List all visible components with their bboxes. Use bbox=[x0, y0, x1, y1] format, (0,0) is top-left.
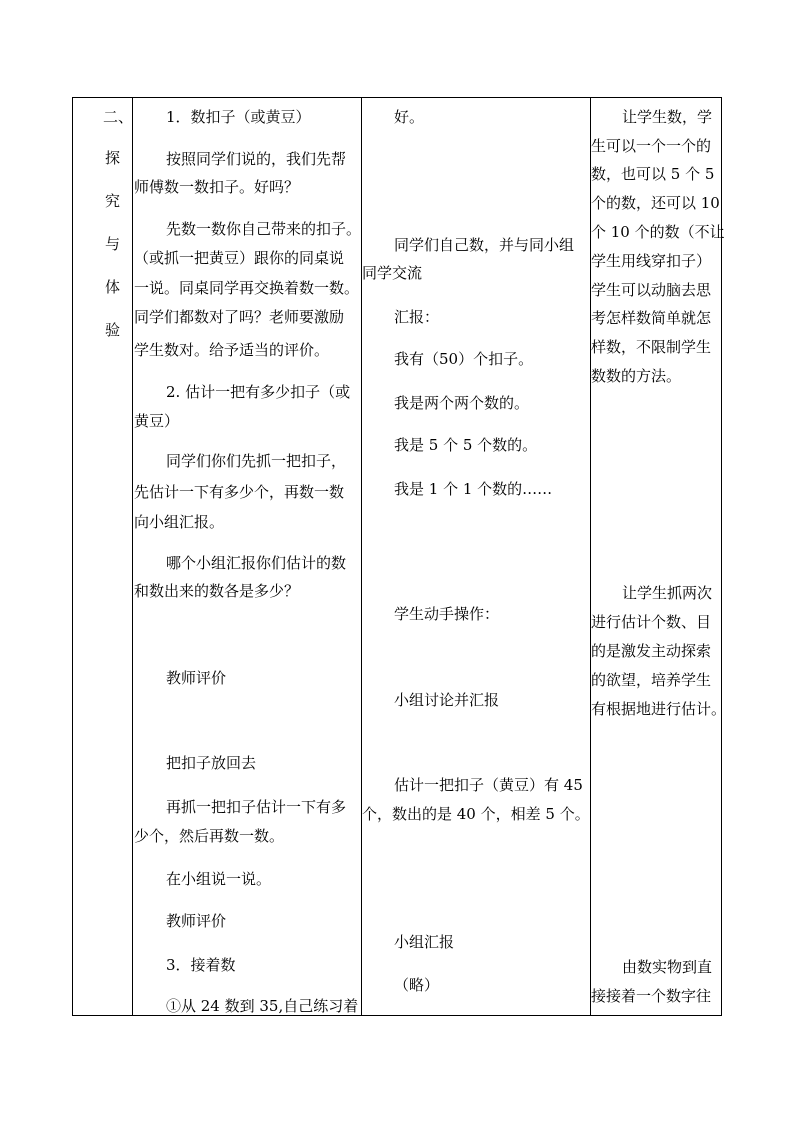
text-line: 数，也可以 5 个 5 bbox=[591, 165, 715, 183]
section-title-char: 与 bbox=[105, 235, 121, 253]
text-line: 先数一数你自己带来的扣子。 bbox=[166, 220, 362, 238]
text-line: 在小组说一说。 bbox=[166, 870, 272, 888]
text-line: 1．数扣子（或黄豆） bbox=[166, 108, 311, 126]
text-line: ①从 24 数到 35,自己练习着 bbox=[166, 997, 359, 1015]
text-line: 的是激发主动探索 bbox=[591, 642, 712, 660]
text-line: 先估计一下有多少个，再数一数 bbox=[134, 483, 345, 501]
text-line: 估计一把扣子（黄豆）有 45 bbox=[394, 776, 583, 794]
text-line: （略） bbox=[394, 976, 440, 994]
text-line: 学生动手操作： bbox=[394, 605, 500, 623]
text-line: 学生用线穿扣子） bbox=[591, 252, 712, 270]
column-divider bbox=[132, 98, 133, 1015]
text-line: 师傅数一数扣子。好吗？ bbox=[134, 178, 300, 196]
text-line: 一说。同桌同学再交换着数一数。 bbox=[134, 279, 360, 297]
text-line: 教师评价 bbox=[166, 669, 227, 687]
text-line: 进行估计个数、目 bbox=[591, 613, 712, 631]
section-title-char: 验 bbox=[105, 321, 121, 339]
text-line: 生可以一个一个的 bbox=[591, 137, 712, 155]
text-line: 同学交流 bbox=[362, 264, 423, 282]
text-line: 教师评价 bbox=[166, 912, 227, 930]
section-title-char: 体 bbox=[105, 278, 121, 296]
lesson-plan-table bbox=[72, 97, 727, 1016]
text-line: 向小组汇报。 bbox=[134, 513, 225, 531]
text-line: 小组汇报 bbox=[394, 933, 455, 951]
section-title-char: 究 bbox=[105, 192, 121, 210]
text-line: 个 10 个的数（不让 bbox=[591, 223, 725, 241]
text-line: 我是 5 个 5 个数的。 bbox=[394, 436, 538, 454]
text-line: 让学生数，学 bbox=[622, 108, 713, 126]
text-line: 的欲望，培养学生 bbox=[591, 671, 712, 689]
text-line: 学生可以动脑去思 bbox=[591, 281, 712, 299]
text-line: 再抓一把扣子估计一下有多 bbox=[166, 798, 347, 816]
text-line: 3．接着数 bbox=[166, 956, 236, 974]
text-line: 同学们自己数，并与同小组 bbox=[394, 236, 575, 254]
text-line: 数数的方法。 bbox=[591, 367, 682, 385]
text-line: 考怎样数简单就怎 bbox=[591, 309, 712, 327]
text-line: 黄豆） bbox=[134, 412, 180, 430]
text-line: 个，数出的是 40 个，相差 5 个。 bbox=[362, 805, 590, 823]
text-line: 有根据地进行估计。 bbox=[591, 700, 727, 718]
text-line: 哪个小组汇报你们估计的数 bbox=[166, 554, 347, 572]
text-line: 把扣子放回去 bbox=[166, 754, 257, 772]
text-line: 同学们你们先抓一把扣子， bbox=[166, 452, 347, 470]
text-line: 接接着一个数字往 bbox=[591, 987, 712, 1005]
text-line: 少个，然后再数一数。 bbox=[134, 827, 285, 845]
text-line: （或抓一把黄豆）跟你的同桌说 bbox=[134, 249, 345, 267]
text-line: 样数，不限制学生 bbox=[591, 338, 712, 356]
text-line: 小组讨论并汇报 bbox=[394, 691, 500, 709]
text-line: 我有（50）个扣子。 bbox=[394, 350, 534, 368]
text-line: 好。 bbox=[394, 108, 425, 126]
text-line: 学生数对。给予适当的评价。 bbox=[134, 341, 330, 359]
text-line: 个的数，还可以 10 bbox=[591, 194, 720, 212]
text-line: 让学生抓两次 bbox=[622, 584, 713, 602]
text-line: 汇报： bbox=[394, 308, 440, 326]
section-title-char: 探 bbox=[105, 149, 121, 167]
text-line: 2. 估计一把有多少扣子（或 bbox=[166, 383, 351, 401]
text-line: 由数实物到直 bbox=[622, 958, 713, 976]
text-line: 按照同学们说的，我们先帮 bbox=[166, 150, 347, 168]
text-line: 我是两个两个数的。 bbox=[394, 394, 530, 412]
text-line: 同学们都数对了吗？老师要激励 bbox=[134, 308, 345, 326]
column-divider bbox=[361, 98, 362, 1015]
text-line: 我是 1 个 1 个数的…… bbox=[394, 480, 553, 498]
section-number: 二、 bbox=[103, 108, 134, 126]
text-line: 和数出来的数各是多少？ bbox=[134, 582, 300, 600]
